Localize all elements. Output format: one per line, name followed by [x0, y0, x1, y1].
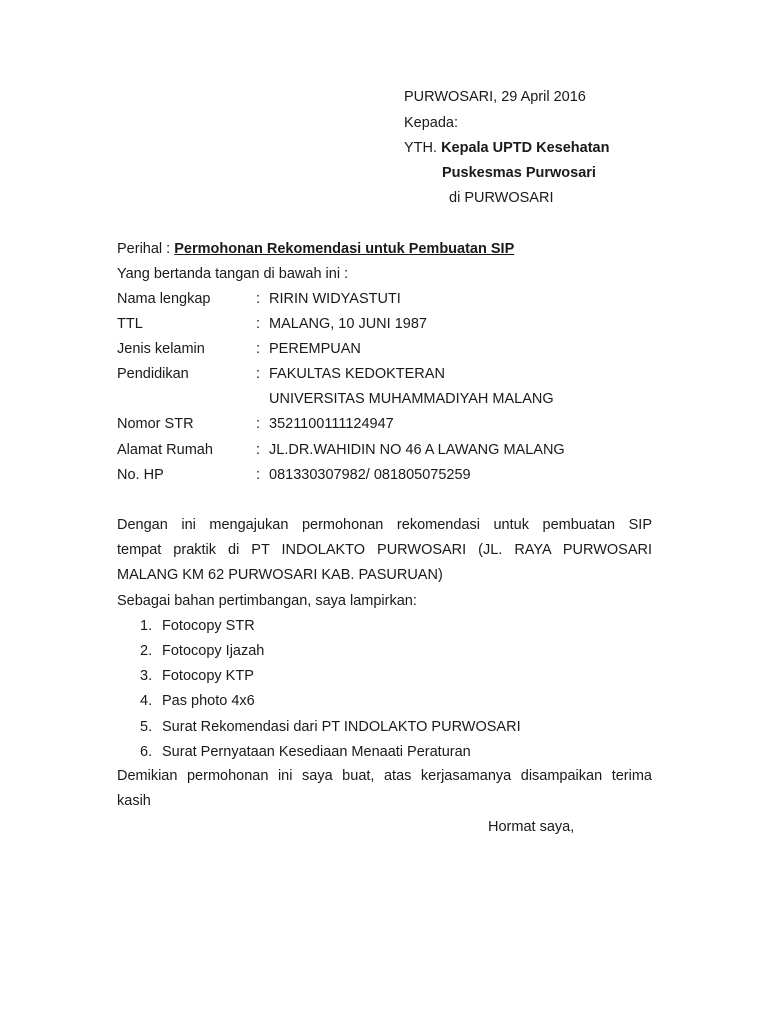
recipient-title: Kepala UPTD Kesehatan	[441, 140, 610, 156]
closing-paragraph	[117, 764, 652, 814]
closing-line: kasih	[117, 793, 151, 809]
signoff: Hormat saya,	[488, 819, 575, 835]
list-text: Fotocopy Ijazah	[162, 643, 265, 659]
detail-value: MALANG, 10 JUNI 1987	[269, 316, 427, 332]
detail-row-no-hp	[117, 466, 677, 484]
list-number: 2.	[140, 643, 153, 659]
detail-label: Alamat Rumah	[117, 442, 213, 458]
closing-line: Demikian permohonan ini saya buat, atas kerjasamanya disampaikan terima	[117, 768, 652, 784]
place-date: PURWOSARI, 29 April 2016	[404, 89, 586, 105]
detail-row-alamat	[117, 441, 677, 459]
recipient-line-2: Puskesmas Purwosari	[442, 165, 596, 181]
detail-colon: :	[256, 366, 261, 382]
detail-label: Nama lengkap	[117, 291, 211, 307]
list-number: 5.	[140, 719, 153, 735]
body-line: MALANG KM 62 PURWOSARI KAB. PASURUAN)	[117, 567, 443, 583]
detail-row-ttl	[117, 315, 677, 333]
detail-colon: :	[256, 442, 261, 458]
subject-line	[117, 240, 514, 258]
detail-row-nomor-str	[117, 415, 677, 433]
detail-colon: :	[256, 316, 261, 332]
detail-row-pendidikan-cont	[117, 390, 677, 408]
detail-label: No. HP	[117, 467, 164, 483]
body-line: Dengan ini mengajukan permohonan rekomendasi untuk pembuatan SIP	[117, 517, 652, 533]
list-text: Fotocopy STR	[162, 618, 255, 634]
recipient-location: di PURWOSARI	[449, 190, 554, 206]
list-number: 3.	[140, 668, 153, 684]
recipient-line-1	[404, 139, 609, 157]
detail-value: 3521100111124947	[269, 416, 394, 432]
detail-label: Nomor STR	[117, 416, 194, 432]
detail-label: Pendidikan	[117, 366, 189, 382]
list-item	[140, 692, 255, 710]
list-number: 6.	[140, 744, 153, 760]
subject-title: Permohonan Rekomendasi untuk Pembuatan SIP	[174, 241, 515, 257]
detail-value: FAKULTAS KEDOKTERAN	[269, 366, 445, 382]
detail-value: UNIVERSITAS MUHAMMADIYAH MALANG	[269, 391, 554, 407]
list-item	[140, 617, 255, 635]
detail-value: JL.DR.WAHIDIN NO 46 A LAWANG MALANG	[269, 442, 565, 458]
detail-label: TTL	[117, 316, 143, 332]
body-line: tempat praktik di PT INDOLAKTO PURWOSARI (JL. RAYA PURWOSARI	[117, 542, 652, 558]
list-text: Surat Rekomendasi dari PT INDOLAKTO PURWOSARI	[162, 719, 521, 735]
list-item	[140, 743, 471, 761]
list-text: Surat Pernyataan Kesediaan Menaati Peraturan	[162, 744, 471, 760]
detail-value: RIRIN WIDYASTUTI	[269, 291, 401, 307]
yth-prefix: YTH.	[404, 140, 442, 156]
detail-colon: :	[256, 291, 261, 307]
body-paragraph	[117, 513, 652, 588]
attachments-intro: Sebagai bahan pertimbangan, saya lampirkan:	[117, 593, 417, 609]
detail-colon: :	[256, 467, 261, 483]
list-text: Fotocopy KTP	[162, 668, 254, 684]
detail-value: 081330307982/ 081805075259	[269, 467, 471, 483]
list-number: 4.	[140, 693, 153, 709]
detail-value: PEREMPUAN	[269, 341, 361, 357]
list-item	[140, 642, 264, 660]
detail-row-jenis-kelamin	[117, 340, 677, 358]
detail-colon: :	[256, 416, 261, 432]
list-number: 1.	[140, 618, 153, 634]
list-text: Pas photo 4x6	[162, 693, 255, 709]
detail-row-nama	[117, 290, 677, 308]
list-item	[140, 667, 254, 685]
detail-row-pendidikan	[117, 365, 677, 383]
detail-label: Jenis kelamin	[117, 341, 205, 357]
kepada-label: Kepada:	[404, 115, 459, 131]
intro-text: Yang bertanda tangan di bawah ini :	[117, 266, 349, 282]
list-item	[140, 718, 521, 736]
subject-label: Perihal :	[117, 241, 175, 257]
detail-colon: :	[256, 341, 261, 357]
